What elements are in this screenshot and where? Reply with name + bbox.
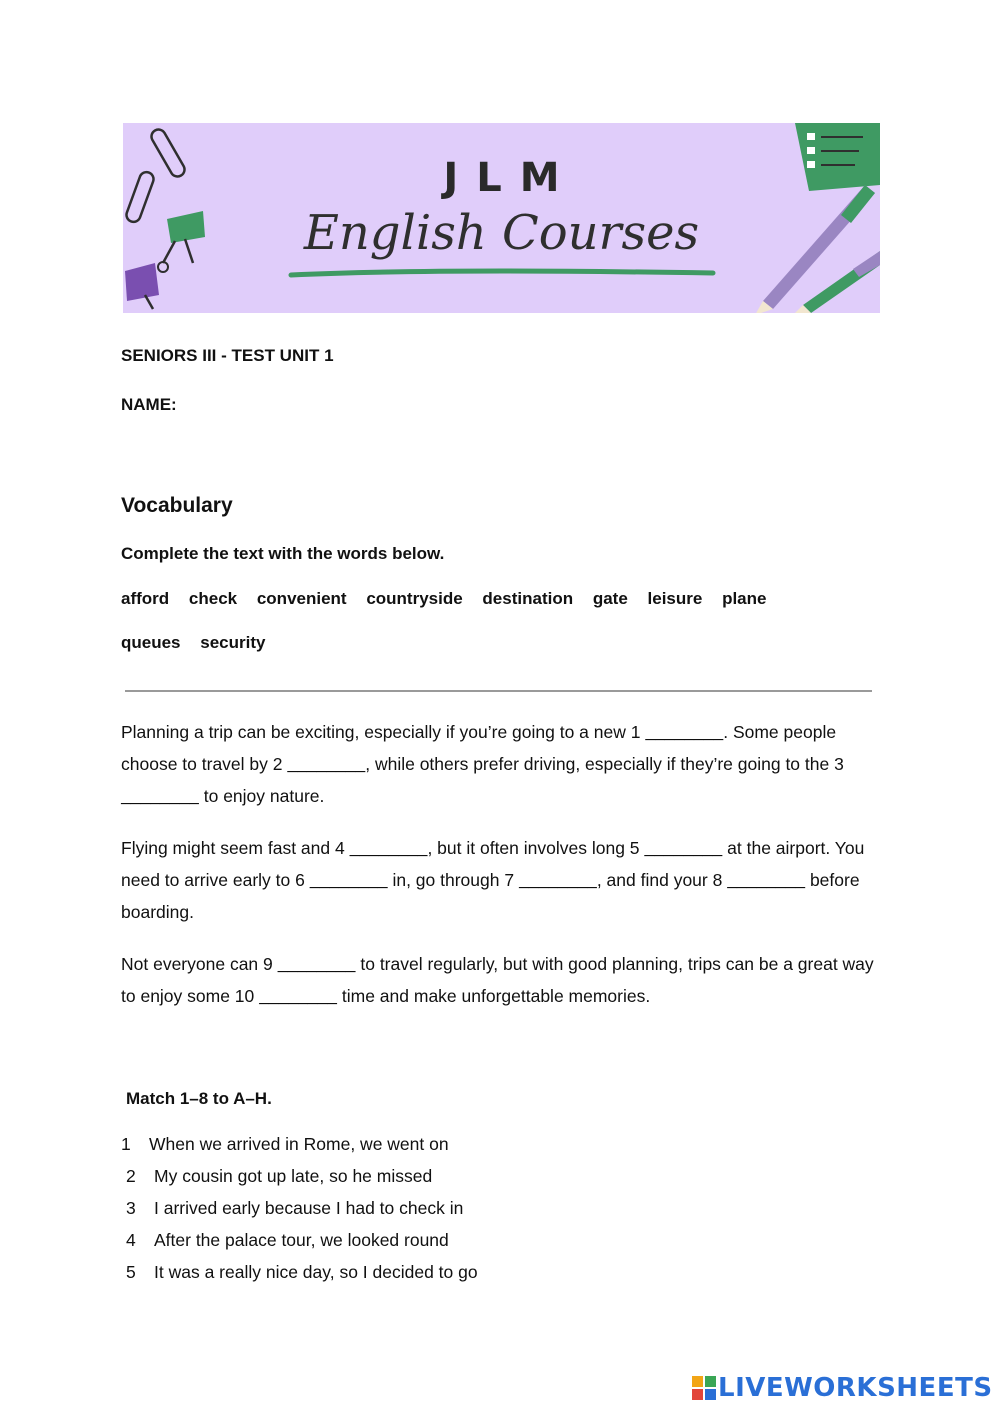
divider — [125, 690, 872, 692]
matching-item — [121, 1224, 478, 1256]
paragraph-text: in, go through 7 — [387, 870, 519, 890]
answer-blank-9[interactable]: ________ — [277, 954, 356, 974]
test-title: SENIORS III - TEST UNIT 1 — [121, 346, 334, 365]
vocabulary-heading: Vocabulary — [121, 494, 233, 517]
name-label: NAME: — [121, 395, 177, 414]
answer-blank-2[interactable]: ________ — [287, 754, 366, 774]
matching-item — [121, 1160, 478, 1192]
word-bank-row-1 — [121, 589, 881, 609]
paragraph-text: Planning a trip can be exciting, especially if you’re going to a new 1 — [121, 722, 646, 742]
liveworksheets-logo[interactable] — [692, 1374, 993, 1402]
paragraph-text: to travel regularly, but with good planning, trips can be a great way to enjoy some 10 — [121, 954, 874, 1006]
word-bank-item: check — [188, 589, 238, 608]
liveworksheets-logo-icon — [692, 1376, 716, 1400]
word-bank-item: afford — [121, 589, 170, 608]
title-underline — [291, 271, 713, 275]
matching-item — [121, 1256, 478, 1288]
vocabulary-instruction: Complete the text with the words below. — [121, 544, 445, 563]
answer-blank-6[interactable]: ________ — [309, 870, 388, 890]
word-bank-row-2 — [121, 633, 881, 653]
word-bank-item: security — [200, 633, 266, 652]
matching-item-text: When we arrived in Rome, we went on — [149, 1134, 449, 1154]
answer-blank-5[interactable]: ________ — [644, 838, 723, 858]
matching-list — [121, 1128, 478, 1288]
word-bank-item: convenient — [256, 589, 347, 608]
word-bank-item: countryside — [366, 589, 463, 608]
paragraph-1 — [121, 716, 881, 812]
matching-item-number: 4 — [126, 1230, 136, 1250]
word-bank-item: gate — [592, 589, 628, 608]
matching-item — [121, 1192, 478, 1224]
matching-item-number: 1 — [121, 1134, 131, 1154]
matching-item-text: I arrived early because I had to check in — [154, 1198, 464, 1218]
word-bank-item: plane — [722, 589, 767, 608]
liveworksheets-logo-text: LIVEWORKSHEETS — [718, 1373, 993, 1403]
paragraph-text: Flying might seem fast and 4 — [121, 838, 350, 858]
answer-blank-3[interactable]: ________ — [121, 786, 199, 806]
matching-item-number: 2 — [126, 1166, 136, 1186]
matching-item-text: After the palace tour, we looked round — [154, 1230, 449, 1250]
paragraph-text: , while others prefer driving, especially if they’re going to the 3 — [365, 754, 844, 774]
paragraph-text: , but it often involves long 5 — [427, 838, 645, 858]
paragraph-2 — [121, 832, 881, 928]
paragraph-text: to enjoy nature. — [198, 786, 325, 806]
word-bank-item: queues — [121, 633, 181, 652]
matching-item-number: 5 — [126, 1262, 136, 1282]
word-bank-item: destination — [482, 589, 574, 608]
header-banner — [123, 123, 880, 313]
matching-instruction: Match 1–8 to A–H. — [126, 1089, 272, 1108]
matching-item — [121, 1128, 478, 1160]
purple-binder-clip-icon — [125, 263, 159, 309]
answer-blank-10[interactable]: ________ — [259, 986, 338, 1006]
paragraph-3 — [121, 948, 881, 1012]
banner-subtitle: English Courses — [303, 205, 700, 261]
paragraph-text: at the airport. You need to arrive early to 6 — [121, 838, 865, 890]
answer-blank-1[interactable]: ________ — [645, 722, 724, 742]
matching-item-text: My cousin got up late, so he missed — [154, 1166, 433, 1186]
matching-item-text: It was a really nice day, so I decided to go — [154, 1262, 478, 1282]
paragraph-text: , and find your 8 — [596, 870, 728, 890]
word-bank-item: leisure — [647, 589, 703, 608]
answer-blank-8[interactable]: ________ — [727, 870, 806, 890]
paragraph-text: time and make unforgettable memories. — [337, 986, 651, 1006]
banner-title: JLM — [443, 155, 578, 201]
answer-blank-4[interactable]: ________ — [349, 838, 428, 858]
matching-item-number: 3 — [126, 1198, 136, 1218]
paragraph-text: Not everyone can 9 — [121, 954, 278, 974]
paragraph-text: . Some people choose to travel by 2 — [121, 722, 837, 774]
paragraph-text: before boarding. — [121, 870, 860, 922]
answer-blank-7[interactable]: ________ — [518, 870, 597, 890]
